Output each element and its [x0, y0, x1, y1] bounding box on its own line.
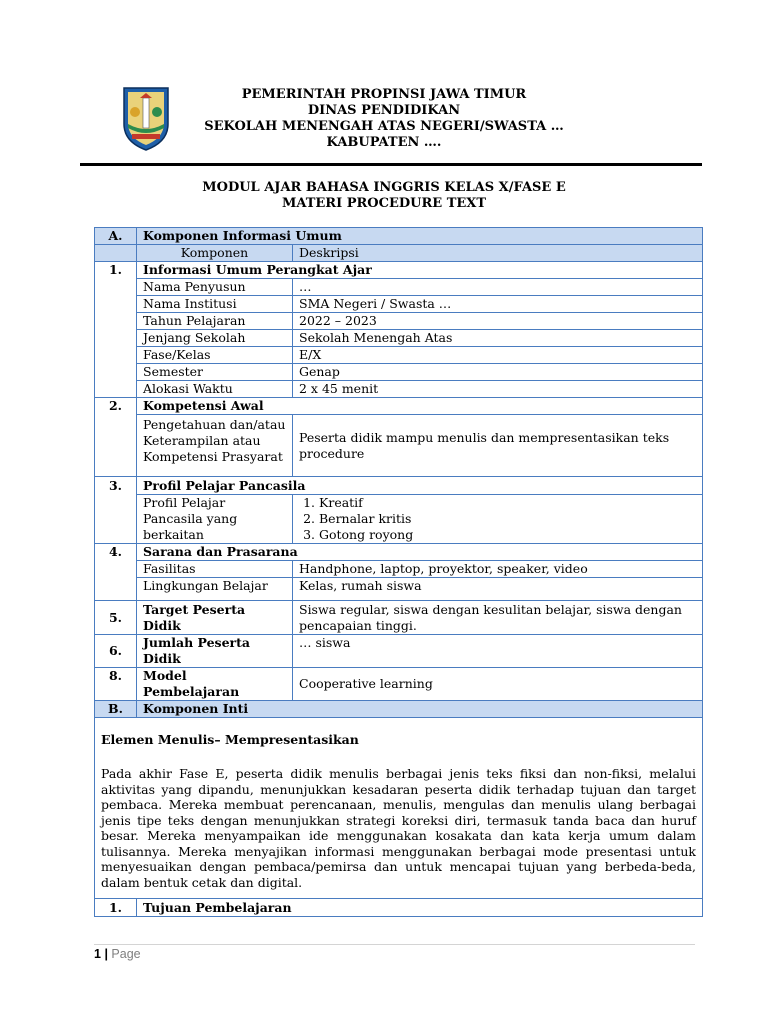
page-number: 1 [94, 947, 101, 961]
list-item: 2. Bernalar kritis [319, 511, 696, 527]
element-description: Pada akhir Fase E, peserta didik menulis berbagai jenis teks fiksi dan non-fiksi, melalui aktivitas yang dipandu, menunjukkan kesadaran peserta didik terhadap tujuan dan target pembaca. Mereka membuat perencanaan, menulis, mengulas dan menulis ulang berbagai jenis tipe teks dengan menunjukkan strategi koreksi diri, termasuk tanda baca dan huruf besar. Mereka menyampaikan ide menggunakan kosakata dan kata kerja umum dalam tulisannya. Mereka menyajikan informasi menggunakan berbagai mode presentasi untuk menyesuaikan dengan pembaca/pemirsa dan untuk mencapai tujuan yang berbeda-beda, dalam bentuk cetak dan digital. [101, 766, 696, 890]
pancasila-profile-list [299, 495, 696, 543]
section-5-title: Target Peserta Didik [137, 601, 293, 635]
section-a-header-row [95, 228, 703, 245]
row-label: Semester [137, 364, 293, 381]
row-label: Fasilitas [137, 561, 293, 578]
row-value: Kelas, rumah siswa [293, 578, 703, 601]
header-department-line: DINAS PENDIDIKAN [307, 103, 461, 118]
page-footer [94, 947, 141, 961]
row-value: Handphone, laptop, proyektor, speaker, video [293, 561, 703, 578]
row-value: 2022 – 2023 [293, 313, 703, 330]
section-b-letter: B. [95, 701, 137, 718]
section-6-number: 6. [95, 635, 137, 668]
row-value: Genap [293, 364, 703, 381]
section-2-number: 2. [95, 398, 137, 477]
column-header-deskripsi: Deskripsi [293, 245, 703, 262]
section-b1-title: Tujuan Pembelajaran [137, 899, 703, 917]
section-2-title-row [95, 398, 703, 415]
row-label: Nama Institusi [137, 296, 293, 313]
table-row [95, 561, 703, 578]
row-label: Lingkungan Belajar [137, 578, 293, 601]
section-b-content-row [95, 718, 703, 899]
table-row [95, 296, 703, 313]
section-1-title: Informasi Umum Perangkat Ajar [137, 262, 703, 279]
section-b1-number: 1. [95, 899, 137, 917]
document-subtitle: MATERI PROCEDURE TEXT [281, 196, 487, 211]
section-a-title: Komponen Informasi Umum [137, 228, 703, 245]
header-government-line: PEMERINTAH PROPINSI JAWA TIMUR [241, 87, 527, 102]
row-value: E/X [293, 347, 703, 364]
section-4-title: Sarana dan Prasarana [137, 544, 703, 561]
section-3-title-row [95, 477, 703, 495]
section-6-title: Jumlah Peserta Didik [137, 635, 293, 668]
row-value [293, 495, 703, 544]
column-header-row [95, 245, 703, 262]
section-4-title-row [95, 544, 703, 561]
table-row [95, 381, 703, 398]
row-label: Profil Pelajar Pancasila yang berkaitan [137, 495, 293, 544]
section-5-row [95, 601, 703, 635]
table-row [95, 364, 703, 381]
section-1-title-row [95, 262, 703, 279]
list-item: 3. Gotong royong [319, 527, 696, 543]
page-label: Page [111, 947, 141, 961]
row-value: Cooperative learning [293, 668, 703, 701]
table-row [95, 495, 703, 544]
section-8-title: Model Pembelajaran [137, 668, 293, 701]
section-3-title: Profil Pelajar Pancasila [137, 477, 703, 495]
row-label: Nama Penyusun [137, 279, 293, 296]
row-value: SMA Negeri / Swasta … [293, 296, 703, 313]
row-value: … siswa [293, 635, 703, 668]
row-value: … [293, 279, 703, 296]
row-value: Siswa regular, siswa dengan kesulitan belajar, siswa dengan pencapaian tinggi. [293, 601, 703, 635]
row-label: Pengetahuan dan/atau Keterampilan atau Kompetensi Prasyarat [137, 415, 293, 477]
page-separator: | [104, 947, 108, 961]
section-5-number: 5. [95, 601, 137, 635]
module-table [94, 227, 703, 917]
table-row [95, 313, 703, 330]
header-regency-line: KABUPATEN …. [326, 135, 442, 150]
section-2-title: Kompetensi Awal [137, 398, 703, 415]
section-b1-row [95, 899, 703, 917]
section-8-number: 8. [95, 668, 137, 701]
section-4-number: 4. [95, 544, 137, 601]
table-row [95, 347, 703, 364]
section-8-row [95, 668, 703, 701]
section-a-letter: A. [95, 228, 137, 245]
header-school-line: SEKOLAH MENENGAH ATAS NEGERI/SWASTA … [204, 119, 564, 134]
row-value: 2 x 45 menit [293, 381, 703, 398]
row-label: Tahun Pelajaran [137, 313, 293, 330]
list-item: 1. Kreatif [319, 495, 696, 511]
section-6-row [95, 635, 703, 668]
section-b-header-row [95, 701, 703, 718]
table-row [95, 330, 703, 347]
section-3-number: 3. [95, 477, 137, 544]
row-label: Fase/Kelas [137, 347, 293, 364]
header-divider [80, 163, 702, 166]
column-header-komponen: Komponen [137, 245, 293, 262]
table-row [95, 415, 703, 477]
element-title: Elemen Menulis– Mempresentasikan [101, 732, 359, 747]
section-b-title: Komponen Inti [137, 701, 703, 718]
table-row [95, 279, 703, 296]
table-row [95, 578, 703, 601]
row-label: Alokasi Waktu [137, 381, 293, 398]
row-value: Sekolah Menengah Atas [293, 330, 703, 347]
row-label: Jenjang Sekolah [137, 330, 293, 347]
footer-divider [94, 944, 695, 945]
section-1-number: 1. [95, 262, 137, 398]
document-title: MODUL AJAR BAHASA INGGRIS KELAS X/FASE E [202, 180, 566, 195]
row-value: Peserta didik mampu menulis dan mempresentasikan teks procedure [293, 415, 703, 477]
